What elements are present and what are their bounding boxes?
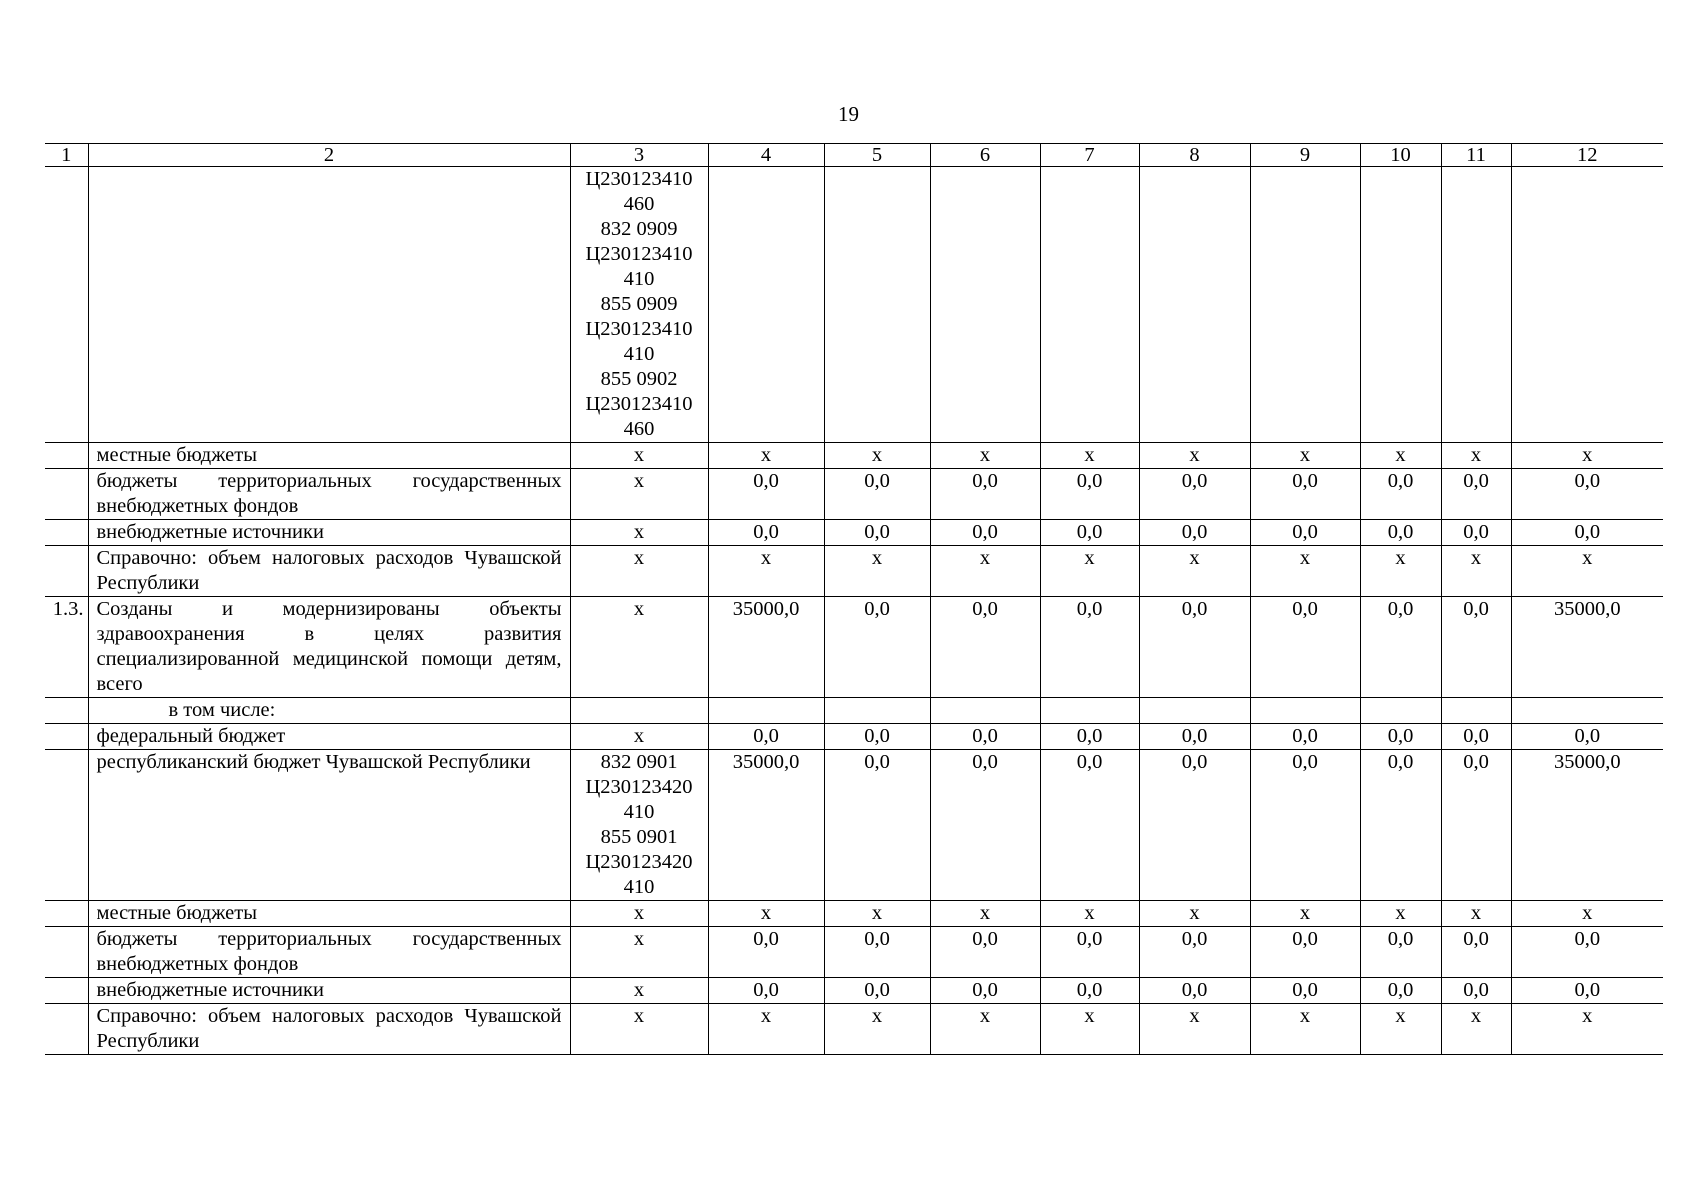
value-cell (824, 698, 930, 724)
value-cell: x (1441, 1004, 1511, 1055)
description-cell: в том числе: (88, 698, 570, 724)
value-cell: x (1139, 1004, 1250, 1055)
value-cell: 0,0 (1441, 750, 1511, 901)
value-cell: x (1040, 901, 1139, 927)
table-row (45, 698, 1663, 724)
value-cell: 0,0 (1040, 597, 1139, 698)
value-cell: x (824, 443, 930, 469)
value-cell: 0,0 (1250, 927, 1360, 978)
value-cell: 0,0 (1040, 978, 1139, 1004)
value-cell (1360, 698, 1441, 724)
value-cell: x (930, 1004, 1040, 1055)
value-cell (1139, 698, 1250, 724)
budget-code-cell (570, 698, 708, 724)
table-row (45, 724, 1663, 750)
page-number: 19 (838, 102, 859, 126)
budget-code-line: 832 0909 (600, 218, 678, 240)
header-cell: 4 (708, 144, 824, 167)
description-cell: внебюджетные источники (88, 978, 570, 1004)
value-cell: 0,0 (1360, 927, 1441, 978)
row-number-cell (45, 1004, 88, 1055)
value-cell: 0,0 (1511, 520, 1663, 546)
value-cell: 0,0 (1441, 520, 1511, 546)
budget-code-line: Ц230123410 (585, 393, 693, 415)
table-body (45, 144, 1663, 1055)
value-cell: 0,0 (824, 750, 930, 901)
value-cell: x (1040, 443, 1139, 469)
description-cell: Справочно: объем налоговых расходов Чувашской Республики (88, 546, 570, 597)
value-cell (1360, 167, 1441, 443)
budget-code-line: 460 (623, 193, 655, 215)
value-cell: 0,0 (824, 520, 930, 546)
value-cell: 0,0 (1139, 724, 1250, 750)
value-cell: 0,0 (1139, 597, 1250, 698)
value-cell: x (1040, 1004, 1139, 1055)
value-cell: 0,0 (930, 520, 1040, 546)
value-cell: x (1511, 546, 1663, 597)
description-cell: местные бюджеты (88, 901, 570, 927)
table-row (45, 546, 1663, 597)
value-cell: 0,0 (1139, 469, 1250, 520)
budget-code-line: x (633, 928, 645, 950)
header-cell: 1 (45, 144, 88, 167)
value-cell: x (1360, 546, 1441, 597)
value-cell: 0,0 (1250, 724, 1360, 750)
budget-code-line: x (633, 979, 645, 1001)
value-cell (1441, 698, 1511, 724)
value-cell: x (930, 901, 1040, 927)
description-cell: Справочно: объем налоговых расходов Чувашской Республики (88, 1004, 570, 1055)
row-number-cell (45, 546, 88, 597)
table-row (45, 469, 1663, 520)
value-cell (1511, 167, 1663, 443)
value-cell: 0,0 (708, 927, 824, 978)
value-cell: 35000,0 (1511, 597, 1663, 698)
value-cell (1040, 167, 1139, 443)
table-row (45, 597, 1663, 698)
value-cell: x (1441, 443, 1511, 469)
table-row (45, 167, 1663, 443)
value-cell: 0,0 (708, 724, 824, 750)
budget-code-line: 410 (623, 343, 655, 365)
budget-code-cell (570, 167, 708, 443)
row-number-cell (45, 724, 88, 750)
header-cell: 10 (1360, 144, 1441, 167)
value-cell: 35000,0 (708, 597, 824, 698)
budget-code-line: x (633, 547, 645, 569)
value-cell: 0,0 (824, 724, 930, 750)
value-cell: 0,0 (1511, 724, 1663, 750)
value-cell: 0,0 (1250, 520, 1360, 546)
table-row (45, 1004, 1663, 1055)
value-cell: 0,0 (1360, 597, 1441, 698)
table-row (45, 750, 1663, 901)
value-cell: 0,0 (824, 597, 930, 698)
value-cell: 0,0 (1360, 978, 1441, 1004)
value-cell: x (708, 1004, 824, 1055)
value-cell: x (1139, 443, 1250, 469)
value-cell: 0,0 (1250, 978, 1360, 1004)
value-cell: x (930, 443, 1040, 469)
value-cell: x (1139, 546, 1250, 597)
budget-code-cell (570, 520, 708, 546)
value-cell: x (1511, 1004, 1663, 1055)
value-cell (1040, 698, 1139, 724)
header-cell: 11 (1441, 144, 1511, 167)
value-cell: 0,0 (824, 469, 930, 520)
budget-code-cell (570, 978, 708, 1004)
budget-code-line: x (633, 902, 645, 924)
budget-code-cell (570, 597, 708, 698)
value-cell: 35000,0 (708, 750, 824, 901)
value-cell: x (1511, 901, 1663, 927)
budget-code-line: 460 (623, 418, 655, 440)
header-cell: 2 (88, 144, 570, 167)
budget-code-line: x (633, 1005, 645, 1027)
value-cell: 0,0 (1441, 927, 1511, 978)
value-cell: 0,0 (1360, 469, 1441, 520)
row-number-cell (45, 443, 88, 469)
budget-code-line: Ц230123410 (585, 318, 693, 340)
value-cell: 0,0 (1250, 469, 1360, 520)
value-cell (1250, 698, 1360, 724)
value-cell: 0,0 (930, 597, 1040, 698)
value-cell: 0,0 (824, 927, 930, 978)
row-number-cell: 1.3. (45, 597, 88, 698)
value-cell: x (824, 1004, 930, 1055)
value-cell: 0,0 (1040, 724, 1139, 750)
table-row (45, 978, 1663, 1004)
value-cell (824, 167, 930, 443)
value-cell: 0,0 (1511, 927, 1663, 978)
budget-code-cell (570, 443, 708, 469)
table-row (45, 927, 1663, 978)
value-cell: 0,0 (1040, 520, 1139, 546)
table-header-row (45, 144, 1663, 167)
value-cell: x (1360, 443, 1441, 469)
budget-code-cell (570, 927, 708, 978)
header-cell: 3 (570, 144, 708, 167)
value-cell: 0,0 (824, 978, 930, 1004)
row-number-cell (45, 927, 88, 978)
value-cell: 35000,0 (1511, 750, 1663, 901)
budget-code-line: Ц230123420 (585, 776, 693, 798)
table-row (45, 901, 1663, 927)
description-cell: Созданы и модернизированы объекты здравоохранения в целях развития специализированной медицинской помощи детям, всего (88, 597, 570, 698)
value-cell (1441, 167, 1511, 443)
value-cell: x (708, 546, 824, 597)
value-cell (1511, 698, 1663, 724)
budget-code-line: x (633, 444, 645, 466)
description-cell: местные бюджеты (88, 443, 570, 469)
value-cell: x (824, 546, 930, 597)
description-cell (88, 167, 570, 443)
header-cell: 5 (824, 144, 930, 167)
description-cell: бюджеты территориальных государственных внебюджетных фондов (88, 469, 570, 520)
value-cell (708, 698, 824, 724)
value-cell: 0,0 (1139, 927, 1250, 978)
budget-code-line: Ц230123410 (585, 243, 693, 265)
value-cell: x (824, 901, 930, 927)
value-cell: 0,0 (1040, 750, 1139, 901)
value-cell: x (1250, 901, 1360, 927)
row-number-cell (45, 750, 88, 901)
value-cell (930, 167, 1040, 443)
value-cell: 0,0 (1139, 750, 1250, 901)
header-cell: 6 (930, 144, 1040, 167)
value-cell: x (1511, 443, 1663, 469)
description-cell: республиканский бюджет Чувашской Республики (88, 750, 570, 901)
value-cell (930, 698, 1040, 724)
value-cell: x (930, 546, 1040, 597)
budget-code-line: x (633, 521, 645, 543)
header-cell: 8 (1139, 144, 1250, 167)
value-cell: x (1250, 443, 1360, 469)
budget-table (45, 143, 1663, 1055)
budget-code-line: 855 0901 (600, 826, 678, 848)
value-cell: 0,0 (1139, 978, 1250, 1004)
budget-code-line: Ц230123420 (585, 851, 693, 873)
budget-code-line: x (633, 470, 645, 492)
value-cell: 0,0 (930, 469, 1040, 520)
budget-code-line: Ц230123410 (585, 168, 693, 190)
value-cell: 0,0 (1441, 597, 1511, 698)
value-cell: 0,0 (708, 469, 824, 520)
budget-code-line: x (633, 598, 645, 620)
description-cell: внебюджетные источники (88, 520, 570, 546)
table-row (45, 443, 1663, 469)
description-cell: бюджеты территориальных государственных внебюджетных фондов (88, 927, 570, 978)
row-number-cell (45, 698, 88, 724)
value-cell: x (1441, 546, 1511, 597)
value-cell: 0,0 (930, 978, 1040, 1004)
value-cell: 0,0 (1360, 520, 1441, 546)
header-cell: 12 (1511, 144, 1663, 167)
value-cell: 0,0 (930, 927, 1040, 978)
value-cell: 0,0 (1511, 469, 1663, 520)
row-number-cell (45, 469, 88, 520)
value-cell: x (1360, 901, 1441, 927)
value-cell: 0,0 (1040, 927, 1139, 978)
value-cell: x (1250, 1004, 1360, 1055)
header-cell: 7 (1040, 144, 1139, 167)
row-number-cell (45, 978, 88, 1004)
row-number-cell (45, 520, 88, 546)
value-cell: x (1139, 901, 1250, 927)
value-cell: 0,0 (1250, 750, 1360, 901)
row-number-cell (45, 901, 88, 927)
budget-code-cell (570, 546, 708, 597)
budget-code-line: 855 0902 (600, 368, 678, 390)
row-number-cell (45, 167, 88, 443)
budget-code-line: 410 (623, 801, 655, 823)
value-cell: 0,0 (1360, 750, 1441, 901)
value-cell: 0,0 (1441, 469, 1511, 520)
budget-code-cell (570, 469, 708, 520)
budget-code-cell (570, 1004, 708, 1055)
value-cell: x (1360, 1004, 1441, 1055)
value-cell: x (708, 443, 824, 469)
budget-code-cell (570, 724, 708, 750)
value-cell: 0,0 (1139, 520, 1250, 546)
budget-code-line: x (633, 725, 645, 747)
value-cell: 0,0 (1040, 469, 1139, 520)
table-row (45, 520, 1663, 546)
value-cell (1250, 167, 1360, 443)
value-cell: x (1250, 546, 1360, 597)
budget-code-cell (570, 750, 708, 901)
value-cell: 0,0 (1360, 724, 1441, 750)
value-cell (708, 167, 824, 443)
budget-code-line: 410 (623, 268, 655, 290)
header-cell: 9 (1250, 144, 1360, 167)
budget-code-line: 410 (623, 876, 655, 898)
value-cell: 0,0 (930, 750, 1040, 901)
value-cell (1139, 167, 1250, 443)
budget-code-line: 855 0909 (600, 293, 678, 315)
value-cell: x (1441, 901, 1511, 927)
value-cell: 0,0 (930, 724, 1040, 750)
value-cell: x (708, 901, 824, 927)
budget-code-cell (570, 901, 708, 927)
budget-code-line: 832 0901 (600, 751, 678, 773)
value-cell: 0,0 (1250, 597, 1360, 698)
value-cell: 0,0 (1441, 978, 1511, 1004)
value-cell: x (1040, 546, 1139, 597)
value-cell: 0,0 (708, 520, 824, 546)
description-cell: федеральный бюджет (88, 724, 570, 750)
value-cell: 0,0 (1441, 724, 1511, 750)
value-cell: 0,0 (1511, 978, 1663, 1004)
value-cell: 0,0 (708, 978, 824, 1004)
